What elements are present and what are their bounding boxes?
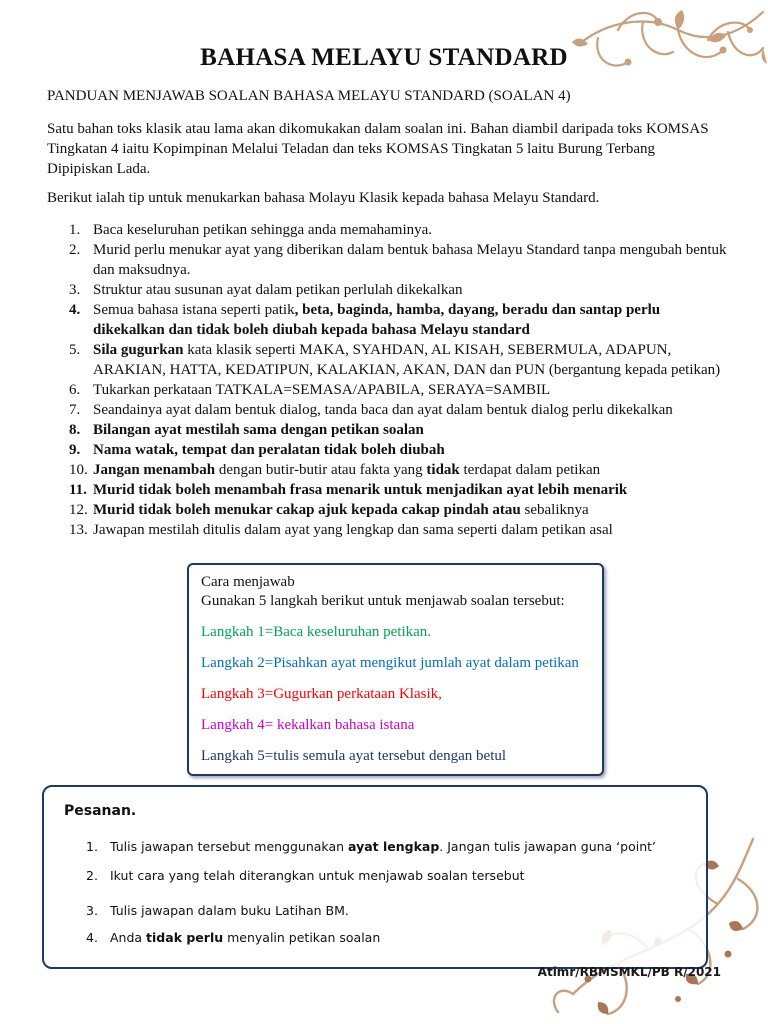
list-item: 13. Jawapan mestilah ditulis dalam ayat yang lengkap dan sama seperti dalam petikan asal [69, 522, 613, 538]
pesanan-item-1: Tulis jawapan tersebut menggunakan ayat lengkap. Jangan tulis jawapan guna ‘point’ [110, 839, 657, 854]
list-item: 8. Bilangan ayat mestilah sama dengan petikan soalan [69, 422, 424, 438]
list-item: 6. Tukarkan perkataan TATKALA=SEMASA/APABILA, SERAYA=SAMBIL [69, 382, 551, 398]
langkah-5: Langkah 5=tulis semula ayat tersebut dengan betul [201, 748, 507, 764]
pesanan-item-4: Anda tidak perlu menyalin petikan soalan [110, 930, 381, 945]
tips-list [47, 220, 727, 540]
list-item: 7. Seandainya ayat dalam bentuk dialog, tanda baca dan ayat dalam bentuk dialog perlu dikekalkan [69, 402, 673, 418]
page-title: BAHASA MELAYU STANDARD [200, 44, 568, 71]
list-item: 3. Struktur atau susunan ayat dalam petikan perlulah dikekalkan [69, 282, 463, 298]
cara-heading: Cara menjawab [201, 574, 295, 590]
langkah-4: Langkah 4= kekalkan bahasa istana [201, 717, 415, 733]
pesanan-heading: Pesanan. [64, 803, 137, 819]
pesanan-number: 4. [86, 930, 98, 945]
pesanan-box [42, 785, 708, 969]
cara-menjawab-box [187, 563, 604, 776]
cara-intro: Gunakan 5 langkah berikut untuk menjawab soalan tersebut: [201, 593, 565, 609]
pesanan-number: 3. [86, 903, 98, 918]
list-item: 1. Baca keseluruhan petikan sehingga anda memahaminya. [69, 222, 433, 238]
list-item: 9. Nama watak, tempat dan peralatan tidak boleh diubah [69, 442, 445, 458]
list-item: 10. Jangan menambah dengan butir-butir atau fakta yang tidak terdapat dalam petikan [69, 462, 601, 478]
pesanan-item-3: Tulis jawapan dalam buku Latihan BM. [110, 903, 349, 918]
footer-code: Atimr/RBMSMKL/PB R/2021 [537, 965, 721, 979]
langkah-2: Langkah 2=Pisahkan ayat mengikut jumlah ayat dalam petikan [201, 655, 579, 671]
list-item: 12. Murid tidak boleh menukar cakap ajuk kepada cakap pindah atau sebaliknya [69, 502, 589, 518]
list-item: 2. Murid perlu menukar ayat yang diberikan dalam bentuk bahasa Melayu Standard tanpa mengubah bentuk dan maksudnya. [69, 242, 727, 278]
langkah-1: Langkah 1=Baca keseluruhan petikan. [201, 624, 432, 640]
tip-intro-paragraph: Berikut ialah tip untuk menukarkan bahasa Molayu Klasik kepada bahasa Melayu Standard. [47, 190, 600, 206]
list-item: 5. Sila gugurkan kata klasik seperti MAKA, SYAHDAN, AL KISAH, SEBERMULA, ADAPUN, ARAKIAN, HATTA, KEDATIPUN, KALAKIAN, AKAN, DAN dan PUN (bergantung kepada petikan) [69, 342, 721, 378]
intro-paragraph: Satu bahan toks klasik atau lama akan dikomukakan dalam soalan ini. Bahan diambil daripada toks KOMSAS Tingkatan 4 iaitu Kopimpinan Melalui Teladan dan teks KOMSAS Tingkatan 5 laitu Burung Terbang Dipipiskan Lada. [47, 121, 709, 177]
pesanan-item-2: Ikut cara yang telah diterangkan untuk menjawab soalan tersebut [110, 868, 525, 883]
list-item: 11. Murid tidak boleh menambah frasa menarik untuk menjadikan ayat lebih menarik [69, 482, 628, 498]
pesanan-number: 2. [86, 868, 98, 883]
list-item: 4. Semua bahasa istana seperti patik, beta, baginda, hamba, dayang, beradu dan santap perlu dikekalkan dan tidak boleh diubah kepada bahasa Melayu standard [69, 302, 661, 338]
langkah-3: Langkah 3=Gugurkan perkataan Klasik, [201, 686, 442, 702]
subtitle: PANDUAN MENJAWAB SOALAN BAHASA MELAYU STANDARD (SOALAN 4) [47, 88, 571, 104]
pesanan-number: 1. [86, 839, 98, 854]
